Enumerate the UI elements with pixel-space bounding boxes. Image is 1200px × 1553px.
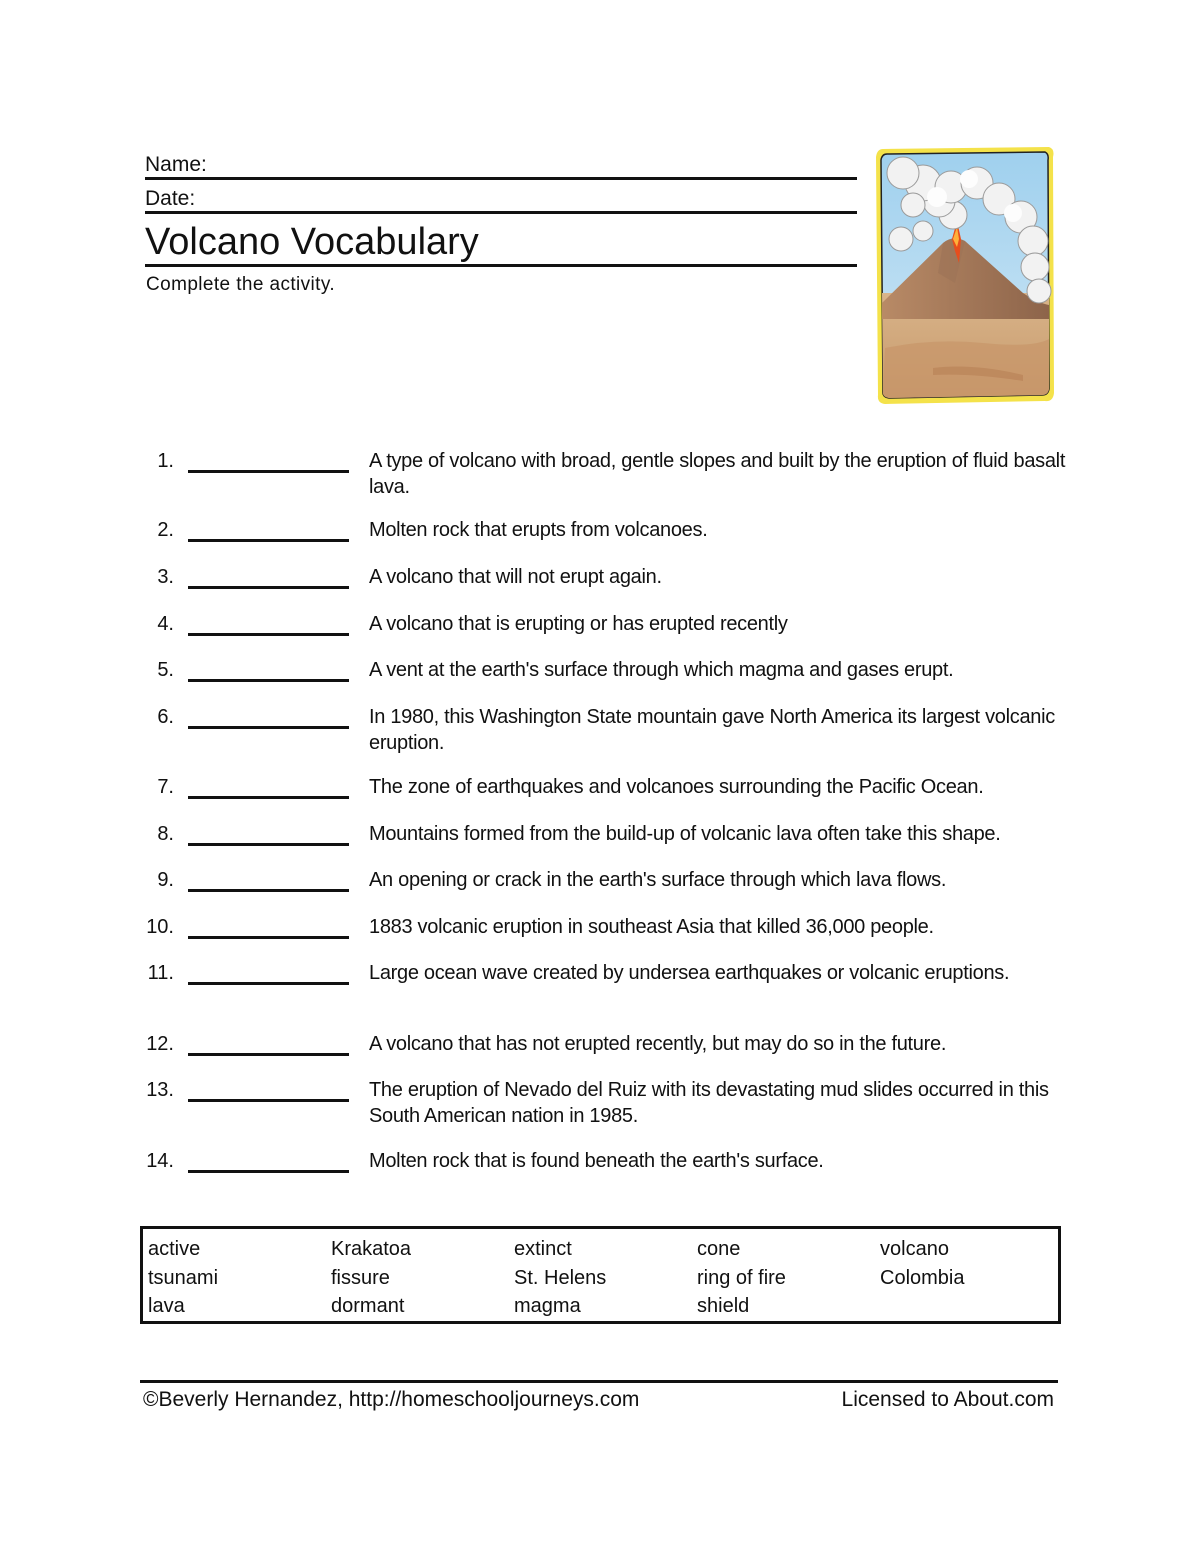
word-bank-word: extinct [514,1238,572,1260]
question-row [140,1031,1080,1071]
question-row [140,704,1080,754]
question-definition: The eruption of Nevado del Ruiz with its devastating mud slides occurred in this South American nation in 1985. [369,1079,1049,1127]
word-bank-column [331,1235,411,1321]
answer-blank[interactable] [188,726,349,729]
date-line[interactable] [145,180,857,214]
question-number: 11. [147,962,174,984]
question-definition: Large ocean wave created by undersea earthquakes or volcanic eruptions. [369,962,1010,984]
answer-blank[interactable] [188,1099,349,1102]
license-text: Licensed to About.com [841,1388,1054,1411]
question-definition: A volcano that has not erupted recently, but may do so in the future. [369,1033,947,1055]
question-row [140,867,1080,907]
page-title: Volcano Vocabulary [145,221,479,263]
question-number: 12. [146,1033,174,1055]
date-label: Date: [145,187,196,210]
question-number: 4. [157,613,174,635]
question-number: 5. [157,659,174,681]
question-definition: A type of volcano with broad, gentle slopes and built by the eruption of fluid basalt lava. [369,450,1066,498]
question-row [140,564,1080,604]
answer-blank[interactable] [188,586,349,589]
word-bank-word: Colombia [880,1266,965,1289]
question-definition: In 1980, this Washington State mountain gave North America its largest volcanic eruption. [369,706,1055,754]
answer-blank[interactable] [188,843,349,846]
question-number: 14. [146,1150,174,1172]
question-number: 9. [157,869,174,891]
question-number: 7. [157,776,174,798]
word-bank-column [880,1235,964,1292]
question-row [140,821,1080,861]
word-bank-word: Krakatoa [331,1238,412,1260]
question-definition: A vent at the earth's surface through which magma and gases erupt. [369,659,954,681]
question-definition: Molten rock that is found beneath the earth's surface. [369,1150,824,1172]
question-number: 3. [157,566,174,588]
question-number: 8. [157,823,174,845]
answer-blank[interactable] [188,470,349,473]
word-bank-column [514,1235,606,1321]
answer-blank[interactable] [188,679,349,682]
question-row [140,1077,1080,1127]
word-bank-word: cone [697,1238,741,1260]
question-row [140,448,1080,498]
answer-blank[interactable] [188,796,349,799]
question-definition: A volcano that will not erupt again. [369,566,662,588]
question-definition: An opening or crack in the earth's surface through which lava flows. [369,869,947,891]
word-bank-word: active [148,1238,201,1260]
question-number: 6. [157,706,174,728]
question-row [140,1148,1080,1188]
word-bank-word: tsunami [148,1266,219,1289]
question-row [140,914,1080,954]
worksheet-header [145,146,857,267]
question-number: 13. [146,1079,174,1101]
word-bank-word: dormant [331,1295,405,1317]
question-row [140,657,1080,697]
word-bank [140,1226,1061,1324]
answer-blank[interactable] [188,889,349,892]
answer-blank[interactable] [188,936,349,939]
volcano-eruption-illustration [873,143,1057,407]
question-definition: 1883 volcanic eruption in southeast Asia that killed 36,000 people. [369,916,934,938]
question-row [140,774,1080,814]
question-number: 2. [157,519,174,541]
question-number: 10. [146,916,174,938]
word-bank-word: volcano [880,1238,949,1260]
name-label: Name: [145,153,207,176]
word-bank-word: fissure [331,1266,390,1289]
answer-blank[interactable] [188,982,349,985]
question-definition: The zone of earthquakes and volcanoes surrounding the Pacific Ocean. [369,776,984,798]
word-bank-word: ring of fire [697,1266,786,1289]
title-line [145,214,857,267]
question-definition: A volcano that is erupting or has erupted recently [369,613,788,635]
answer-blank[interactable] [188,539,349,542]
answer-blank[interactable] [188,633,349,636]
question-number: 1. [157,450,174,472]
question-row [140,517,1080,557]
word-bank-word: lava [148,1295,185,1317]
question-definition: Molten rock that erupts from volcanoes. [369,519,708,541]
question-row [140,960,1080,1000]
question-row [140,611,1080,651]
answer-blank[interactable] [188,1053,349,1056]
word-bank-column [148,1235,218,1321]
word-bank-column [697,1235,786,1321]
word-bank-word: St. Helens [514,1266,607,1289]
answer-blank[interactable] [188,1170,349,1173]
name-line[interactable] [145,146,857,180]
word-bank-word: shield [697,1295,750,1317]
word-bank-word: magma [514,1295,581,1317]
instructions: Complete the activity. [146,274,336,295]
question-definition: Mountains formed from the build-up of volcanic lava often take this shape. [369,823,1001,845]
page-footer [140,1380,1058,1411]
copyright-text: ©Beverly Hernandez, http://homeschooljourneys.com [143,1388,640,1411]
